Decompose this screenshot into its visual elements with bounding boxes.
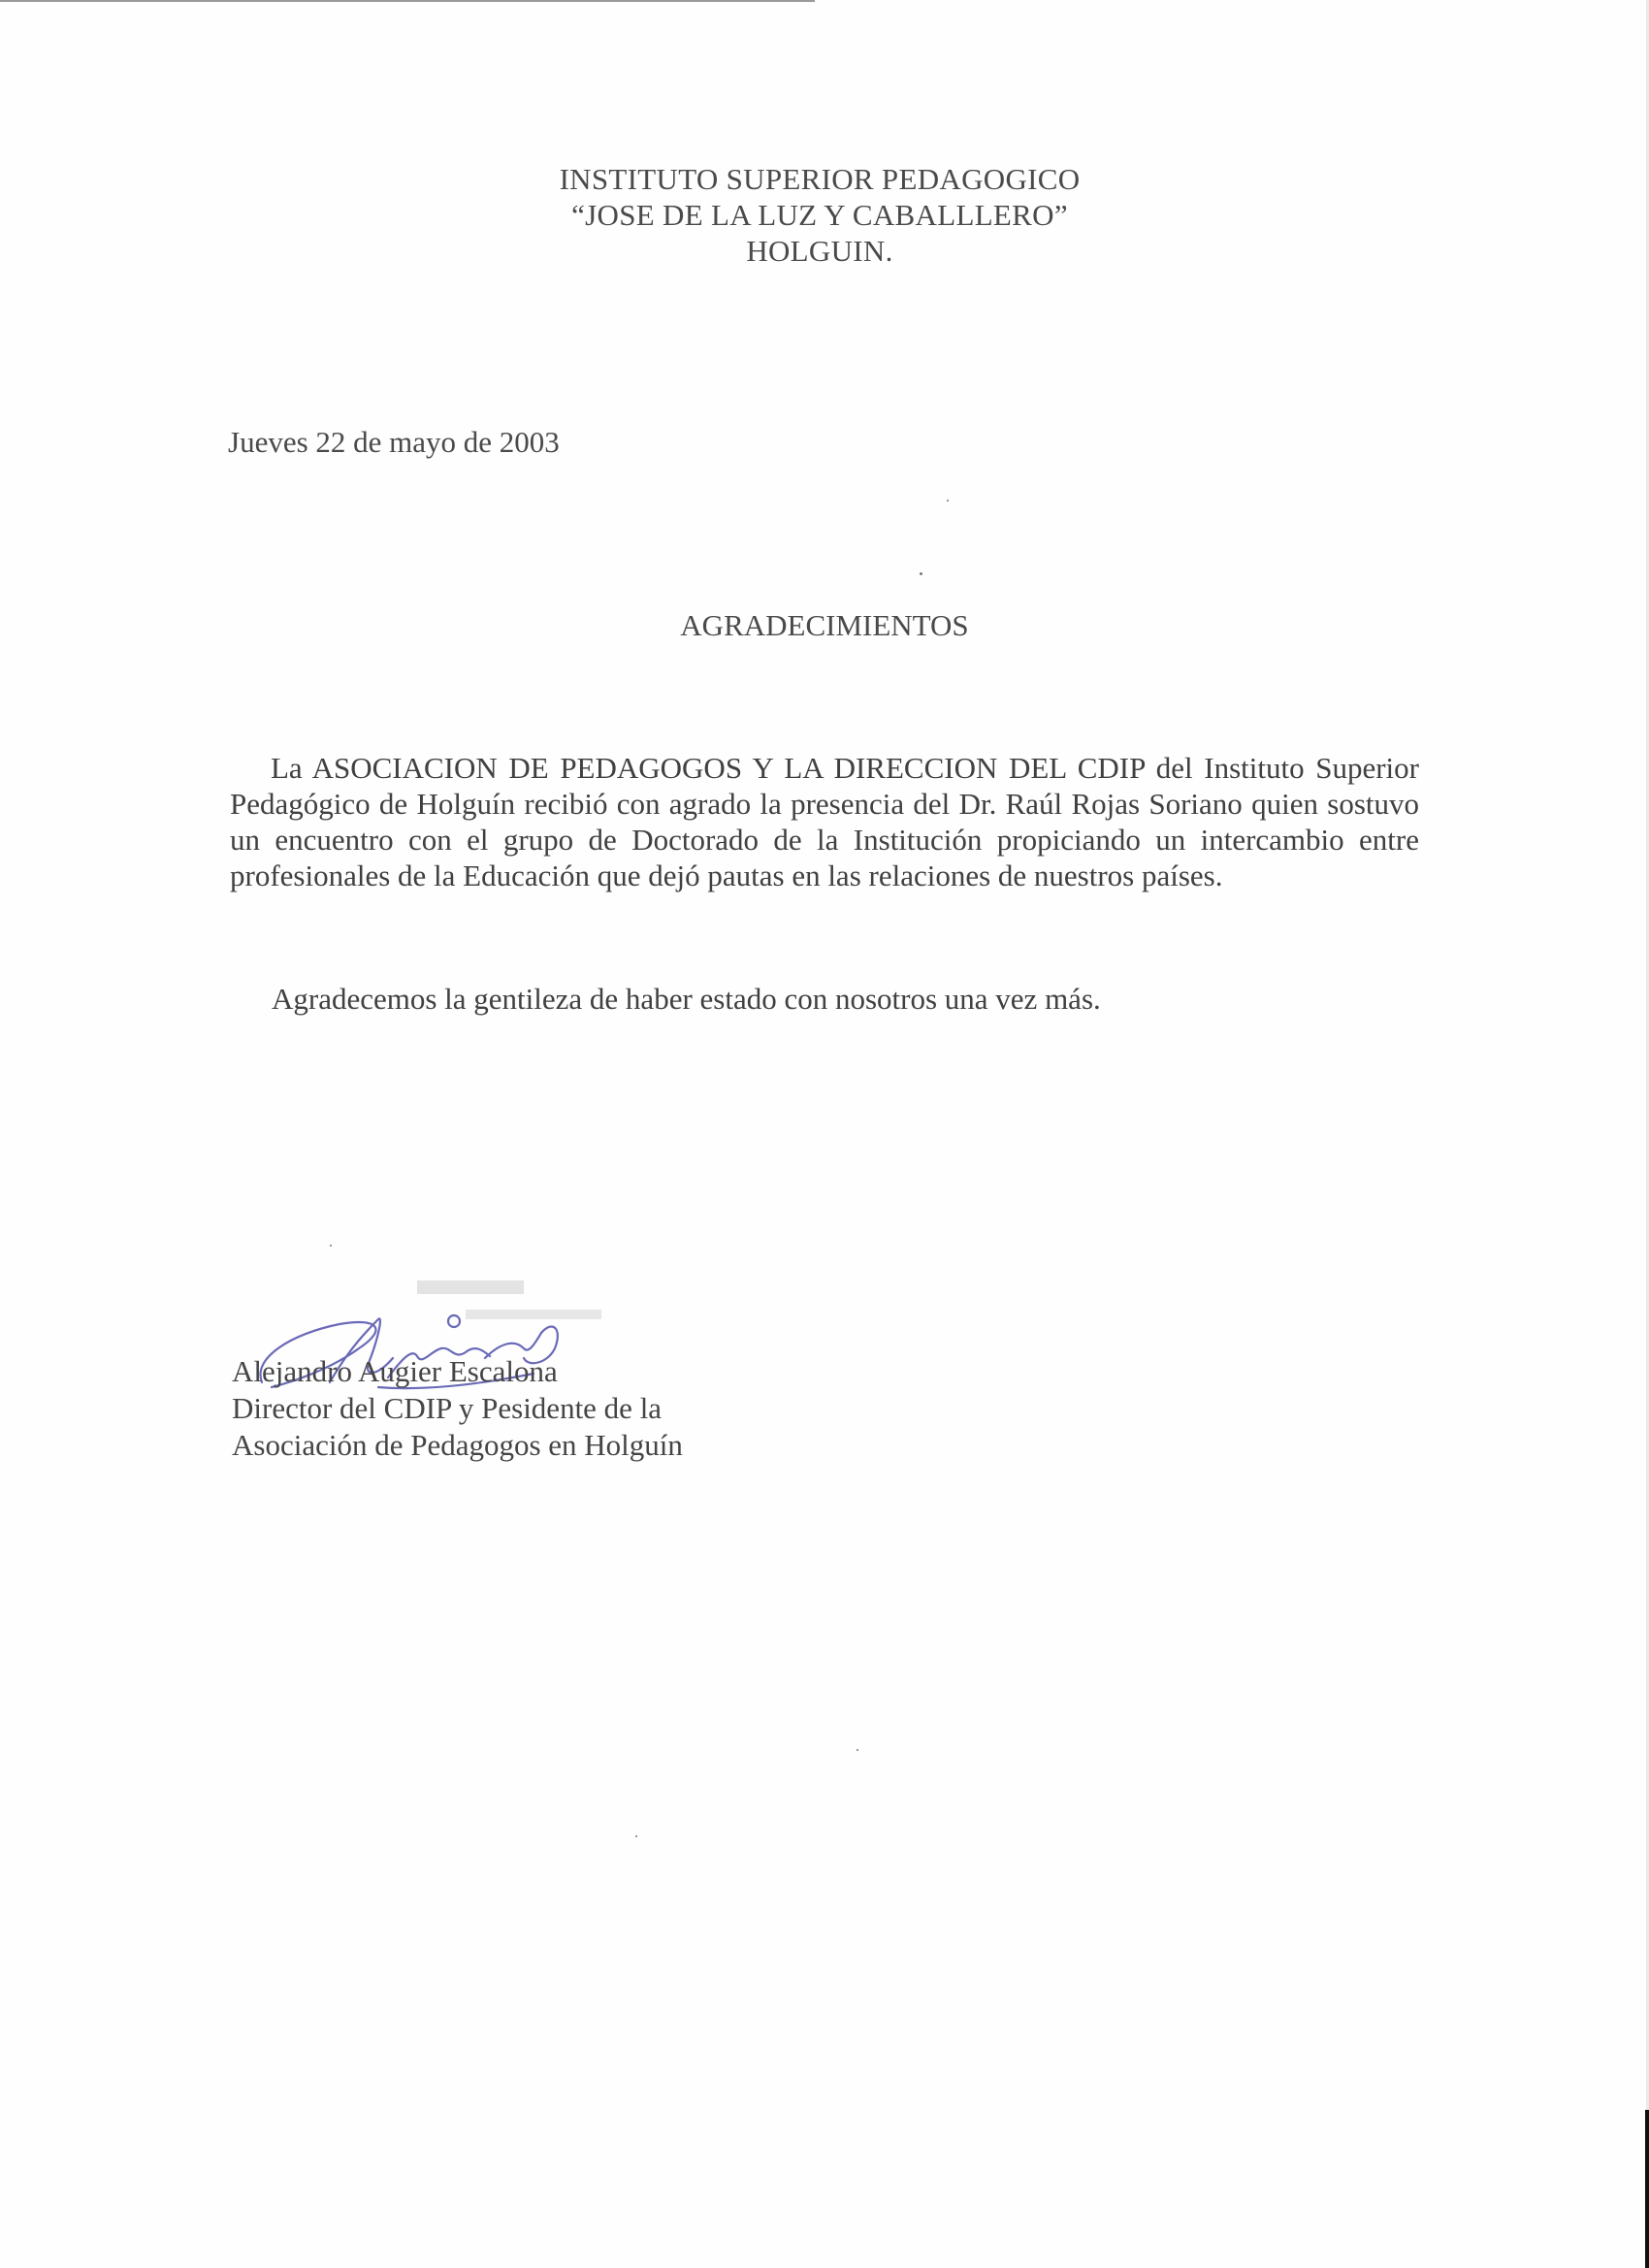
body-paragraph-1: La ASOCIACION DE PEDAGOGOS Y LA DIRECCION DEL CDIP del Instituto Superior Pedagógico de Holguín recibió con agrado la presencia del Dr. Raúl Rojas Soriano quien sostuvo un encuentro con el grupo de Doctorado de la Institución propiciando un intercambio entre profesionales de la Educación que dejó pautas en las relaciones de nuestros países. [230, 751, 1419, 892]
header-line-1: INSTITUTO SUPERIOR PEDAGOGICO [559, 162, 1081, 196]
scan-speck [635, 1835, 637, 1837]
signer-role-line-1: Director del CDIP y Pesidente de la [232, 1391, 663, 1425]
letter-body [230, 750, 1419, 893]
letter-title: AGRADECIMIENTOS [680, 608, 969, 642]
signature-block [232, 1353, 683, 1464]
body-paragraph-2: Agradecemos la gentileza de haber estado con nosotros una vez más. [272, 982, 1101, 1016]
scan-right-edge-dark [1645, 2110, 1649, 2268]
scan-edge-line [0, 0, 815, 2]
scan-speck [920, 572, 922, 575]
signer-name: Alejandro Augier Escalona [232, 1354, 558, 1388]
institution-header [388, 161, 1251, 269]
scan-speck [857, 1749, 858, 1751]
scan-speck [947, 500, 949, 502]
signer-role-line-2: Asociación de Pedagogos en Holguín [232, 1428, 683, 1462]
letter-date: Jueves 22 de mayo de 2003 [228, 425, 560, 459]
scan-speck [330, 1245, 332, 1247]
header-line-2: “JOSE DE LA LUZ Y CABALLLERO” [571, 198, 1068, 232]
header-line-3: HOLGUIN. [746, 234, 893, 268]
